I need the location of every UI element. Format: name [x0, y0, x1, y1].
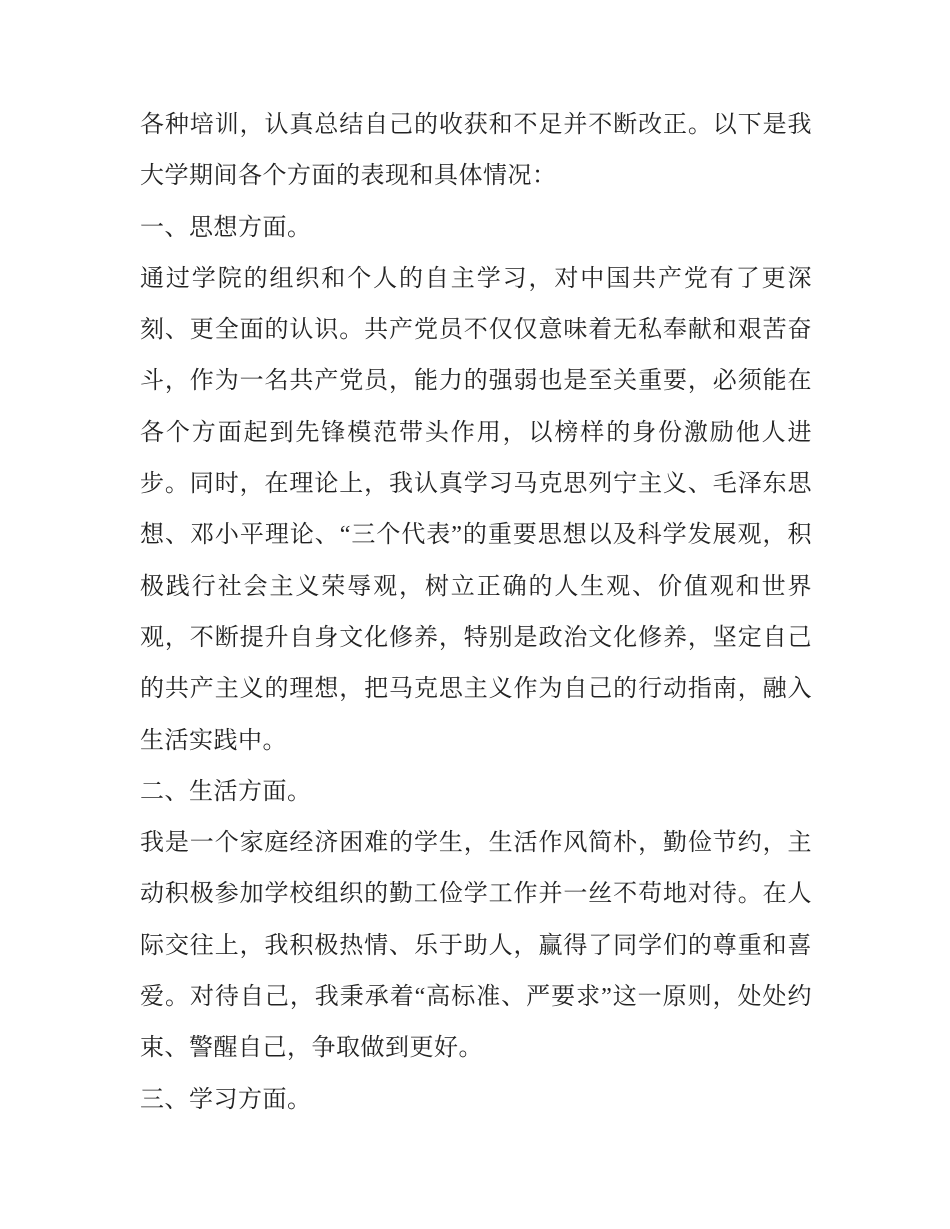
section-heading-1: 一、思想方面。: [140, 214, 312, 241]
text-line: 大学期间各个方面的表现和具体情况：: [140, 163, 557, 190]
text-line: 极践行社会主义荣辱观，树立正确的人生观、价值观和世界: [140, 573, 812, 600]
text-line: 际交往上，我积极热情、乐于助人，赢得了同学们的尊重和喜: [140, 932, 812, 959]
text-line: 各个方面起到先锋模范带头作用，以榜样的身份激励他人进: [140, 419, 812, 446]
text-line: 各种培训，认真总结自己的收获和不足并不断改正。以下是我: [140, 112, 812, 138]
text-line: 我是一个家庭经济困难的学生，生活作风简朴，勤俭节约，主: [140, 830, 812, 857]
text-line: 束、警醒自己，争取做到更好。: [140, 1035, 483, 1062]
text-line: 想、邓小平理论、“三个代表”的重要思想以及科学发展观，积: [140, 522, 812, 549]
section-heading-2: 二、生活方面。: [140, 778, 312, 805]
document-page: [140, 100, 812, 1126]
text-line: 斗，作为一名共产党员，能力的强弱也是至关重要，必须能在: [140, 368, 812, 395]
text-line: 爱。对待自己，我秉承着“高标准、严要求”这一原则，处处约: [140, 984, 812, 1011]
text-line: 通过学院的组织和个人的自主学习，对中国共产党有了更深: [140, 265, 812, 292]
text-line: 的共产主义的理想，把马克思主义作为自己的行动指南，融入: [140, 676, 812, 703]
section-heading-3: 三、学习方面。: [140, 1086, 312, 1113]
text-line: 刻、更全面的认识。共产党员不仅仅意味着无私奉献和艰苦奋: [140, 317, 812, 344]
text-line: 观，不断提升自身文化修养，特别是政治文化修养，坚定自己: [140, 624, 812, 651]
text-line: 动积极参加学校组织的勤工俭学工作并一丝不苟地对待。在人: [140, 881, 812, 908]
text-line: 生活实践中。: [140, 727, 287, 754]
text-line: 步。同时，在理论上，我认真学习马克思列宁主义、毛泽东思: [140, 471, 812, 498]
